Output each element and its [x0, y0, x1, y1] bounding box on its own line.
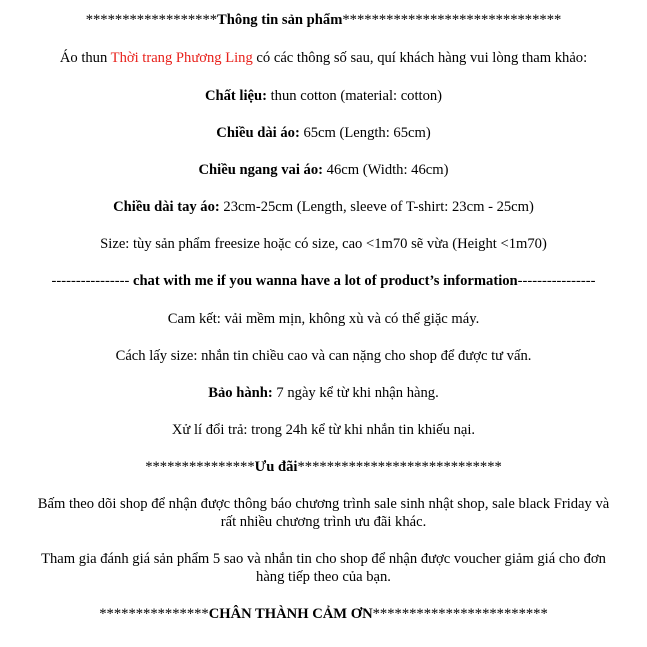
info-header: [0, 11, 647, 29]
commitment: Cam kết: vải mềm mịn, không xù và có thể giặc máy.: [167, 311, 480, 327]
spec-value: 23cm-25cm (Length, sleeve of T-shirt: 23cm - 25cm): [219, 199, 534, 215]
spec-length: [0, 124, 647, 142]
offers-title: Ưu đãi: [254, 459, 298, 475]
intro-line: [0, 49, 647, 67]
offer-review-voucher: Tham gia đánh giá sản phẩm 5 sao và nhắn tin cho shop để nhận được voucher giảm giá cho đơn hàng tiếp theo của bạn.: [41, 551, 606, 585]
info-header-stars-left: ******************: [85, 12, 218, 28]
offers-stars-left: ***************: [145, 459, 255, 475]
spec-label: Chiều dài tay áo:: [113, 199, 220, 215]
spec-sleeve: [0, 198, 647, 216]
warranty-label: Bảo hành:: [208, 385, 273, 401]
spec-value: thun cotton (material: cotton): [266, 88, 443, 104]
info-header-title: Thông tin sản phẩm: [217, 12, 343, 28]
size-note: Size: tùy sản phẩm freesize hoặc có size, cao <1m70 sẽ vừa (Height <1m70): [100, 236, 547, 252]
offer-follow-shop: Bấm theo dõi shop để nhận được thông báo chương trình sale sinh nhật shop, sale black Friday và rất nhiều chương trình ưu đãi khác.: [37, 496, 610, 530]
chat-dashes-left: ----------------: [51, 273, 130, 289]
spec-label: Chiều dài áo:: [216, 125, 300, 141]
warranty: [0, 384, 647, 402]
spec-material: [0, 87, 647, 105]
chat-dashes-right: ----------------: [517, 273, 596, 289]
chat-line: [0, 272, 647, 290]
chat-text: chat with me if you wanna have a lot of product’s information: [129, 273, 518, 289]
footer-title: CHÂN THÀNH CẢM ƠN: [208, 606, 373, 622]
footer-thanks: [0, 605, 647, 623]
offers-header: [0, 458, 647, 476]
spec-label: Chất liệu:: [204, 88, 267, 104]
size-howto: Cách lấy size: nhắn tin chiều cao và can nặng cho shop để được tư vấn.: [115, 348, 532, 364]
intro-prefix: Áo thun: [59, 50, 111, 66]
spec-value: 65cm (Length: 65cm): [299, 125, 431, 141]
offers-stars-right: ****************************: [297, 459, 502, 475]
spec-value: 46cm (Width: 46cm): [323, 162, 449, 178]
spec-label: Chiều ngang vai áo:: [198, 162, 323, 178]
intro-suffix: có các thông số sau, quí khách hàng vui lòng tham khảo:: [252, 50, 588, 66]
brand-name: Thời trang Phương Ling: [110, 50, 253, 66]
info-header-stars-right: ******************************: [342, 12, 562, 28]
footer-stars-left: ***************: [99, 606, 209, 622]
returns-policy: Xử lí đổi trả: trong 24h kể từ khi nhắn tin khiếu nại.: [171, 422, 476, 438]
warranty-value: 7 ngày kể từ khi nhận hàng.: [272, 385, 439, 401]
spec-width: [0, 161, 647, 179]
footer-stars-right: ************************: [372, 606, 548, 622]
